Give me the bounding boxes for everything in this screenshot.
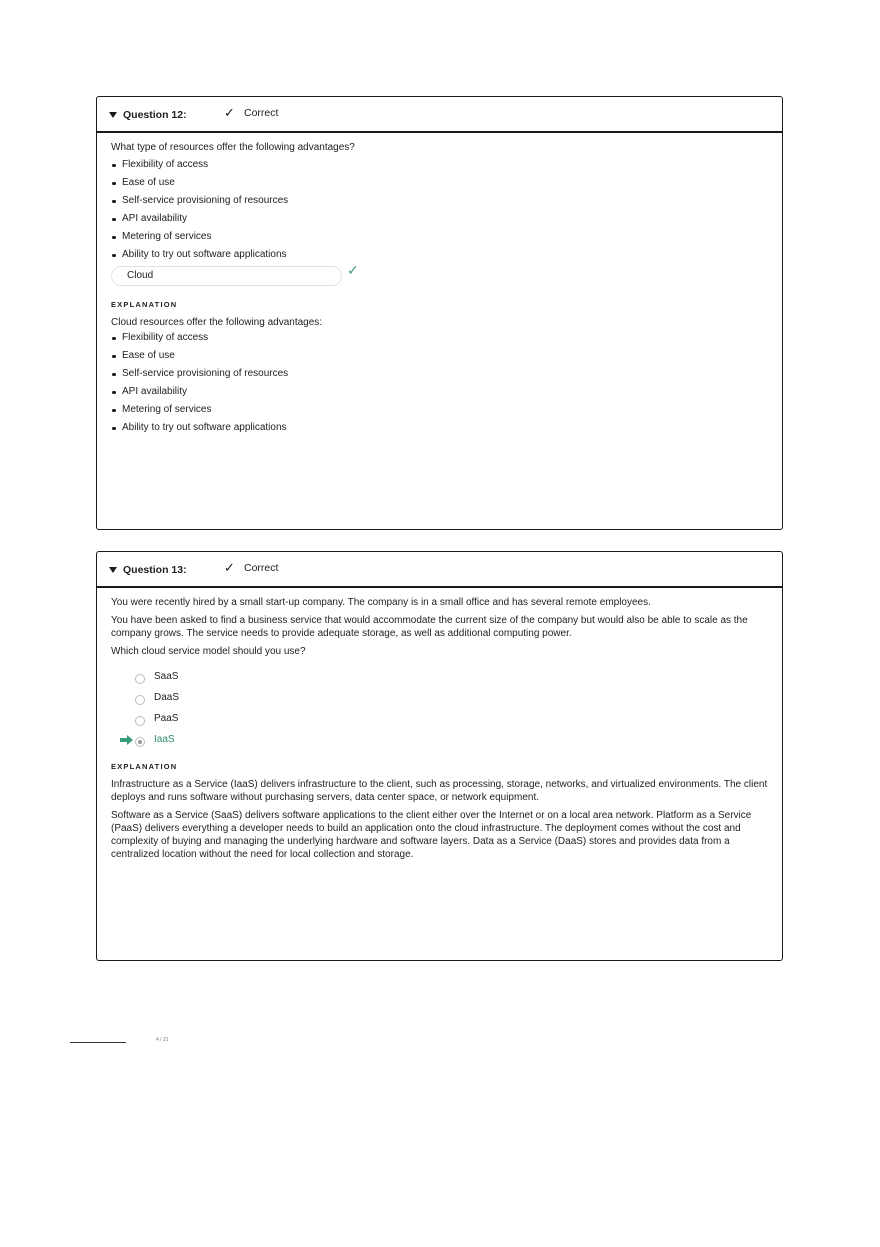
answer-row bbox=[111, 264, 768, 288]
question-12-body bbox=[97, 133, 782, 437]
radio-button[interactable] bbox=[135, 674, 145, 684]
radio-button[interactable] bbox=[135, 695, 145, 705]
question-prompt: Which cloud service model should you use? bbox=[111, 646, 306, 657]
list-item: API availability bbox=[111, 383, 768, 401]
list-item: API availability bbox=[111, 210, 768, 228]
question-title: Question 13: bbox=[123, 564, 187, 576]
option-label: DaaS bbox=[154, 692, 180, 703]
question-13-header[interactable] bbox=[97, 552, 782, 588]
explanation-intro: Cloud resources offer the following advantages: bbox=[111, 317, 323, 328]
list-item: Ease of use bbox=[111, 174, 768, 192]
question-prompt: What type of resources offer the following advantages? bbox=[111, 142, 355, 153]
option-label: SaaS bbox=[154, 671, 179, 682]
checkmark-icon: ✓ bbox=[224, 560, 235, 575]
explanation-paragraph: Software as a Service (SaaS) delivers software applications to the client either over the Internet or on a local area network. Platform as a Service (PaaS) delivers everything a developer needs to build an application onto the cloud infrastructure. The deployment comes without the cost and complexity of buying and managing the underlying hardware and software layers. Data as a Service (DaaS) stores and provides data from a centralized location without the need for local collection and storage. bbox=[111, 810, 752, 860]
radio-button[interactable] bbox=[135, 716, 145, 726]
explanation-list bbox=[111, 329, 768, 437]
question-13-body bbox=[97, 588, 782, 861]
footer-divider bbox=[70, 1042, 126, 1043]
list-item: Self-service provisioning of resources bbox=[111, 365, 768, 383]
option-label-correct: IaaS bbox=[154, 734, 175, 745]
option-daas[interactable] bbox=[111, 691, 768, 712]
advantages-list bbox=[111, 156, 768, 264]
question-13-card bbox=[96, 551, 783, 961]
explanation-paragraph: Infrastructure as a Service (IaaS) delivers infrastructure to the client, such as processing, storage, networks, and virtualized environments. The client deploys and runs software without purchasing servers, data center space, or network equipment. bbox=[111, 779, 768, 803]
question-paragraph: You have been asked to find a business service that would accommodate the current size of the company but would also be able to scale as the company grows. The service needs to provide adequate storage, as well as additional computing power. bbox=[111, 615, 748, 639]
checkmark-icon: ✓ bbox=[224, 105, 235, 120]
status-label: Correct bbox=[244, 107, 279, 119]
list-item: Metering of services bbox=[111, 228, 768, 246]
caret-down-icon[interactable] bbox=[109, 112, 117, 118]
checkmark-icon: ✓ bbox=[347, 262, 359, 278]
explanation-label: EXPLANATION bbox=[111, 300, 178, 309]
list-item: Flexibility of access bbox=[111, 329, 768, 347]
option-iaas[interactable] bbox=[111, 733, 768, 754]
list-item: Ease of use bbox=[111, 347, 768, 365]
list-item: Ability to try out software applications bbox=[111, 419, 768, 437]
option-saas[interactable] bbox=[111, 670, 768, 691]
caret-down-icon[interactable] bbox=[109, 567, 117, 573]
list-item: Flexibility of access bbox=[111, 156, 768, 174]
list-item: Ability to try out software applications bbox=[111, 246, 768, 264]
arrow-right-icon bbox=[120, 735, 133, 745]
option-label: PaaS bbox=[154, 713, 179, 724]
status-label: Correct bbox=[244, 562, 279, 574]
radio-button-selected[interactable] bbox=[135, 737, 145, 747]
answer-options bbox=[111, 670, 768, 754]
page-number: 4 / 21 bbox=[156, 1037, 169, 1043]
explanation-label: EXPLANATION bbox=[111, 762, 178, 771]
question-12-card bbox=[96, 96, 783, 530]
answer-field[interactable]: Cloud bbox=[111, 266, 342, 286]
question-12-header[interactable] bbox=[97, 97, 782, 133]
list-item: Self-service provisioning of resources bbox=[111, 192, 768, 210]
option-paas[interactable] bbox=[111, 712, 768, 733]
list-item: Metering of services bbox=[111, 401, 768, 419]
question-title: Question 12: bbox=[123, 109, 187, 121]
question-paragraph: You were recently hired by a small start-up company. The company is in a small office and has several remote employees. bbox=[111, 597, 651, 608]
